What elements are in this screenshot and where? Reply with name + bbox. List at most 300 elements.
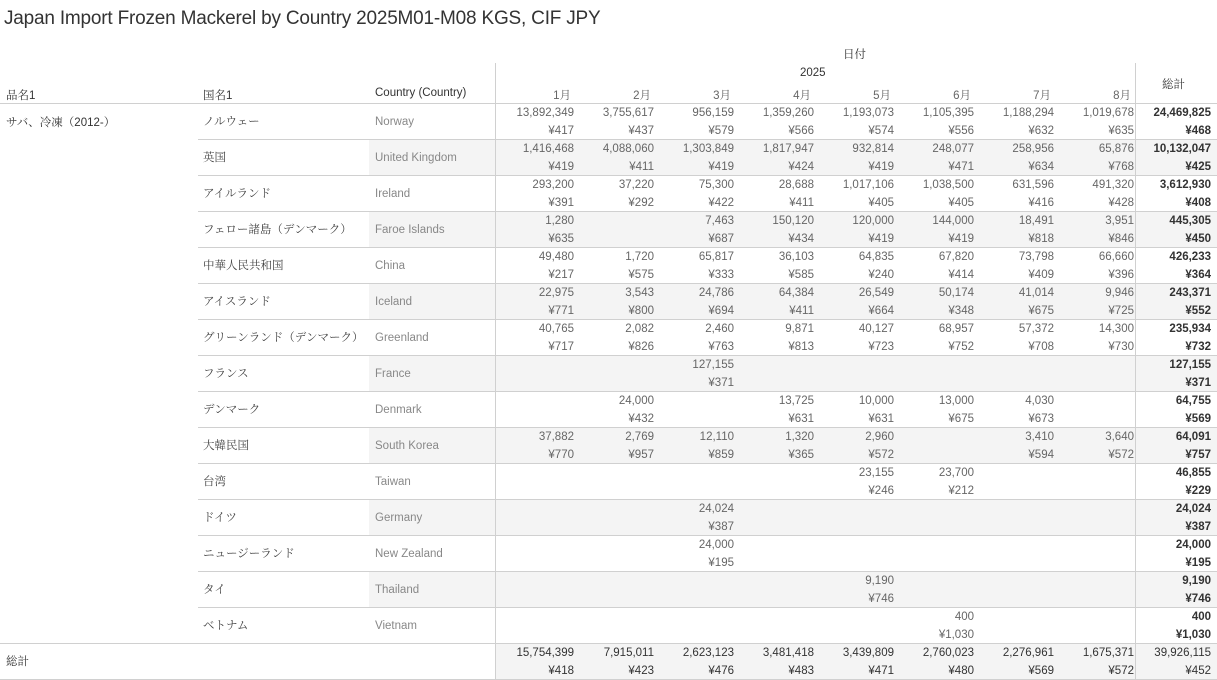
- value-cell[interactable]: [896, 428, 974, 464]
- value-cell[interactable]: [976, 428, 1054, 464]
- kgs-value: 144,000: [932, 215, 974, 227]
- price-value: [1056, 410, 1134, 428]
- value-cell[interactable]: [576, 500, 654, 536]
- value-cell[interactable]: [496, 284, 574, 320]
- price-value: ¥635: [548, 233, 574, 245]
- value-cell[interactable]: [736, 320, 814, 356]
- table-row: [0, 464, 1217, 500]
- value-cell[interactable]: [1056, 104, 1134, 140]
- value-cell[interactable]: [816, 212, 894, 248]
- price-value: ¥572: [1108, 449, 1134, 461]
- value-cell[interactable]: [976, 248, 1054, 284]
- product-column-header[interactable]: 品名1: [6, 90, 36, 102]
- value-cell[interactable]: [496, 176, 574, 212]
- value-cell[interactable]: [496, 428, 574, 464]
- value-cell[interactable]: [896, 464, 974, 500]
- price-value: [1056, 518, 1134, 536]
- price-value: ¥717: [548, 341, 574, 353]
- month-header[interactable]: 2月: [633, 90, 651, 102]
- kgs-value: 15,754,399: [516, 647, 574, 659]
- value-cell[interactable]: [896, 500, 974, 536]
- row-total-cell[interactable]: [1136, 608, 1211, 644]
- value-cell[interactable]: [816, 248, 894, 284]
- value-cell[interactable]: [496, 536, 574, 572]
- price-value: ¥418: [548, 665, 574, 677]
- price-value: [896, 518, 974, 536]
- country-en-cell[interactable]: New Zealand: [375, 548, 443, 560]
- kgs-value: 127,155: [692, 359, 734, 371]
- value-cell[interactable]: [896, 572, 974, 608]
- row-total-cell[interactable]: [1136, 248, 1211, 284]
- value-cell[interactable]: [656, 644, 734, 680]
- table-row: [0, 320, 1217, 356]
- value-cell[interactable]: [496, 356, 574, 392]
- price-value: [576, 518, 654, 536]
- country-jp-cell[interactable]: デンマーク: [203, 404, 261, 416]
- country-jp-cell[interactable]: グリーンランド（デンマーク）: [203, 332, 364, 344]
- row-total-cell[interactable]: [1136, 284, 1211, 320]
- value-cell[interactable]: [1056, 572, 1134, 608]
- kgs-value: 4,030: [1025, 395, 1054, 407]
- row-total-cell[interactable]: [1136, 392, 1211, 428]
- price-value: ¥414: [948, 269, 974, 281]
- kgs-value: 67,820: [938, 251, 974, 263]
- value-cell[interactable]: [576, 320, 654, 356]
- value-cell[interactable]: [816, 644, 894, 680]
- kgs-value: 65,817: [698, 251, 734, 263]
- value-cell[interactable]: [496, 140, 574, 176]
- price-value: ¥422: [708, 197, 734, 209]
- kgs-value: 1,017,106: [842, 179, 894, 191]
- country-en-cell[interactable]: Taiwan: [375, 476, 411, 488]
- month-cells: [496, 140, 1135, 176]
- value-cell[interactable]: [656, 608, 734, 644]
- price-value: ¥417: [548, 125, 574, 137]
- value-cell[interactable]: [656, 464, 734, 500]
- value-cell[interactable]: [656, 572, 734, 608]
- total-price: ¥195: [1185, 557, 1211, 569]
- value-cell[interactable]: [736, 284, 814, 320]
- price-value: ¥730: [1108, 341, 1134, 353]
- value-cell[interactable]: [576, 140, 654, 176]
- value-cell[interactable]: [736, 644, 814, 680]
- value-cell[interactable]: [976, 320, 1054, 356]
- country-en-column-header[interactable]: Country (Country): [375, 87, 467, 99]
- price-value: [576, 554, 654, 572]
- value-cell[interactable]: [976, 536, 1054, 572]
- table-row: [0, 608, 1217, 644]
- month-header[interactable]: 3月: [713, 90, 731, 102]
- value-cell[interactable]: [976, 212, 1054, 248]
- country-jp-cell[interactable]: ベトナム: [203, 620, 249, 632]
- country-jp-cell[interactable]: アイルランド: [203, 188, 271, 200]
- table-row: [0, 284, 1217, 320]
- value-cell[interactable]: [576, 428, 654, 464]
- value-cell[interactable]: [576, 356, 654, 392]
- price-value: ¥411: [629, 161, 654, 173]
- price-value: ¥240: [868, 269, 894, 281]
- price-value: ¥1,030: [938, 629, 974, 641]
- value-cell[interactable]: [816, 464, 894, 500]
- price-value: ¥556: [948, 125, 974, 137]
- value-cell[interactable]: [816, 284, 894, 320]
- value-cell[interactable]: [656, 536, 734, 572]
- price-value: [1056, 374, 1134, 392]
- value-cell[interactable]: [656, 500, 734, 536]
- kgs-value: 65,876: [1098, 143, 1134, 155]
- country-jp-cell[interactable]: ドイツ: [203, 512, 237, 524]
- kgs-value: 23,155: [858, 467, 894, 479]
- country-en-cell[interactable]: Germany: [369, 500, 495, 536]
- price-value: [816, 374, 894, 392]
- kgs-value: 932,814: [852, 143, 894, 155]
- country-en-cell[interactable]: Faroe Islands: [369, 212, 495, 248]
- price-value: [976, 518, 1054, 536]
- price-value: [576, 626, 654, 644]
- row-total-cell[interactable]: [1136, 356, 1211, 392]
- value-cell[interactable]: [656, 356, 734, 392]
- table-row: [0, 536, 1217, 572]
- value-cell[interactable]: [816, 356, 894, 392]
- country-en-cell[interactable]: Thailand: [369, 572, 495, 608]
- value-cell[interactable]: [896, 536, 974, 572]
- value-cell[interactable]: [1056, 644, 1134, 680]
- date-group-header[interactable]: 日付: [843, 49, 866, 61]
- month-cells: [496, 320, 1135, 356]
- price-value: ¥800: [628, 305, 654, 317]
- product-name[interactable]: サバ、冷凍（2012-）: [6, 117, 116, 129]
- value-cell[interactable]: [656, 212, 734, 248]
- value-cell[interactable]: [496, 212, 574, 248]
- kgs-value: 24,786: [698, 287, 734, 299]
- value-cell[interactable]: [1056, 320, 1134, 356]
- kgs-value: [896, 572, 974, 590]
- value-cell[interactable]: [496, 104, 574, 140]
- month-header[interactable]: 7月: [1033, 90, 1051, 102]
- value-cell[interactable]: [896, 140, 974, 176]
- value-cell[interactable]: [816, 392, 894, 428]
- grand-total-column-header[interactable]: 総計: [1162, 79, 1185, 91]
- total-kgs: 400: [1191, 611, 1211, 623]
- report-title: Japan Import Frozen Mackerel by Country 2025M01-M08 KGS, CIF JPY: [4, 8, 601, 29]
- price-value: ¥471: [868, 665, 894, 677]
- price-value: [496, 590, 574, 608]
- value-cell[interactable]: [736, 428, 814, 464]
- kgs-value: 23,700: [938, 467, 974, 479]
- value-cell[interactable]: [496, 392, 574, 428]
- value-cell[interactable]: [576, 212, 654, 248]
- value-cell[interactable]: [576, 284, 654, 320]
- value-cell[interactable]: [976, 104, 1054, 140]
- value-cell[interactable]: [736, 248, 814, 284]
- value-cell[interactable]: [736, 608, 814, 644]
- kgs-value: 40,127: [858, 323, 894, 335]
- total-kgs: 24,000: [1175, 539, 1211, 551]
- row-total-cell[interactable]: [1136, 644, 1211, 680]
- kgs-value: [576, 608, 654, 626]
- country-en-cell[interactable]: Vietnam: [375, 620, 417, 632]
- value-cell[interactable]: [1056, 140, 1134, 176]
- value-cell[interactable]: [576, 464, 654, 500]
- value-cell[interactable]: [496, 248, 574, 284]
- value-cell[interactable]: [736, 104, 814, 140]
- total-price: ¥468: [1185, 125, 1211, 137]
- price-value: ¥574: [868, 125, 894, 137]
- value-cell[interactable]: [896, 392, 974, 428]
- kgs-value: [576, 464, 654, 482]
- value-cell[interactable]: [1056, 608, 1134, 644]
- value-cell[interactable]: [1056, 500, 1134, 536]
- value-cell[interactable]: [976, 644, 1054, 680]
- value-cell[interactable]: [576, 644, 654, 680]
- kgs-value: 1,193,073: [842, 107, 894, 119]
- price-value: [496, 410, 574, 428]
- value-cell[interactable]: [976, 176, 1054, 212]
- row-total-cell[interactable]: [1136, 104, 1211, 140]
- value-cell[interactable]: [496, 572, 574, 608]
- value-cell[interactable]: [656, 248, 734, 284]
- value-cell[interactable]: [896, 176, 974, 212]
- value-cell[interactable]: [896, 248, 974, 284]
- year-header[interactable]: 2025: [800, 67, 826, 79]
- kgs-value: [976, 356, 1054, 374]
- value-cell[interactable]: [896, 644, 974, 680]
- value-cell[interactable]: [1056, 356, 1134, 392]
- country-en-cell[interactable]: Ireland: [375, 188, 411, 200]
- price-value: [496, 554, 574, 572]
- price-value: ¥416: [1028, 197, 1054, 209]
- price-value: ¥424: [788, 161, 814, 173]
- table-row: [0, 140, 1217, 176]
- value-cell[interactable]: [1056, 284, 1134, 320]
- country-jp-cell[interactable]: フランス: [203, 368, 249, 380]
- kgs-value: 491,320: [1092, 179, 1134, 191]
- value-cell[interactable]: [816, 140, 894, 176]
- value-cell[interactable]: [896, 104, 974, 140]
- value-cell[interactable]: [736, 464, 814, 500]
- value-cell[interactable]: [736, 356, 814, 392]
- kgs-value: 26,549: [858, 287, 894, 299]
- kgs-value: 9,946: [1105, 287, 1134, 299]
- country-jp-cell[interactable]: フェロー諸島（デンマーク）: [203, 224, 352, 236]
- kgs-value: 68,957: [938, 323, 974, 335]
- value-cell[interactable]: [656, 428, 734, 464]
- value-cell[interactable]: [496, 608, 574, 644]
- kgs-value: 258,956: [1012, 143, 1054, 155]
- total-kgs: 235,934: [1169, 323, 1211, 335]
- value-cell[interactable]: [896, 356, 974, 392]
- kgs-value: 2,276,961: [1002, 647, 1054, 659]
- kgs-value: 13,892,349: [516, 107, 574, 119]
- grand-total-row: [0, 644, 1217, 680]
- kgs-value: 13,725: [778, 395, 814, 407]
- value-cell[interactable]: [976, 608, 1054, 644]
- value-cell[interactable]: [816, 608, 894, 644]
- price-value: [576, 230, 654, 248]
- country-en-cell[interactable]: France: [369, 356, 495, 392]
- month-cells: [496, 356, 1135, 392]
- total-kgs: 64,755: [1175, 395, 1211, 407]
- value-cell[interactable]: [656, 320, 734, 356]
- kgs-value: 1,019,678: [1082, 107, 1134, 119]
- value-cell[interactable]: [896, 608, 974, 644]
- price-value: [816, 518, 894, 536]
- total-kgs: 243,371: [1169, 287, 1211, 299]
- kgs-value: [1056, 356, 1134, 374]
- kgs-value: [496, 500, 574, 518]
- row-total-cell[interactable]: [1136, 140, 1211, 176]
- value-cell[interactable]: [576, 104, 654, 140]
- kgs-value: [496, 608, 574, 626]
- value-cell[interactable]: [736, 392, 814, 428]
- value-cell[interactable]: [896, 320, 974, 356]
- value-cell[interactable]: [816, 176, 894, 212]
- country-en-cell[interactable]: China: [375, 260, 406, 272]
- country-jp-cell[interactable]: ノルウェー: [203, 116, 260, 128]
- country-jp-cell[interactable]: ニュージーランド: [203, 548, 295, 560]
- value-cell[interactable]: [576, 536, 654, 572]
- value-cell[interactable]: [816, 104, 894, 140]
- value-cell[interactable]: [816, 572, 894, 608]
- value-cell[interactable]: [496, 464, 574, 500]
- price-value: ¥687: [708, 233, 734, 245]
- total-kgs: 24,469,825: [1153, 107, 1211, 119]
- value-cell[interactable]: [1056, 392, 1134, 428]
- kgs-value: [1056, 500, 1134, 518]
- row-total-cell[interactable]: [1136, 212, 1211, 248]
- value-cell[interactable]: [976, 464, 1054, 500]
- value-cell[interactable]: [576, 572, 654, 608]
- price-value: ¥859: [708, 449, 734, 461]
- row-total-cell[interactable]: [1136, 176, 1211, 212]
- price-value: ¥419: [708, 161, 734, 173]
- kgs-value: 18,491: [1018, 215, 1054, 227]
- row-total-cell[interactable]: [1136, 536, 1211, 572]
- table-row: [0, 500, 1217, 536]
- value-cell[interactable]: [976, 284, 1054, 320]
- value-cell[interactable]: [496, 500, 574, 536]
- value-cell[interactable]: [976, 392, 1054, 428]
- value-cell[interactable]: [1056, 212, 1134, 248]
- total-price: ¥229: [1185, 485, 1211, 497]
- month-header[interactable]: 4月: [793, 90, 811, 102]
- value-cell[interactable]: [896, 212, 974, 248]
- value-cell[interactable]: [1056, 428, 1134, 464]
- country-en-cell[interactable]: Norway: [375, 116, 414, 128]
- country-jp-cell[interactable]: 台湾: [203, 476, 226, 488]
- kgs-value: 3,755,617: [602, 107, 654, 119]
- price-value: [576, 482, 654, 500]
- country-en-cell[interactable]: Iceland: [369, 284, 495, 320]
- price-value: ¥419: [868, 233, 894, 245]
- value-cell[interactable]: [816, 320, 894, 356]
- row-total-cell[interactable]: [1136, 500, 1211, 536]
- price-value: [496, 626, 574, 644]
- kgs-value: [816, 500, 894, 518]
- country-jp-cell[interactable]: 英国: [203, 152, 226, 164]
- value-cell[interactable]: [656, 140, 734, 176]
- month-header[interactable]: 6月: [953, 90, 971, 102]
- price-value: ¥569: [1028, 665, 1054, 677]
- kgs-value: [816, 356, 894, 374]
- value-cell[interactable]: [1056, 464, 1134, 500]
- month-header[interactable]: 8月: [1113, 90, 1131, 102]
- price-value: [976, 590, 1054, 608]
- value-cell[interactable]: [576, 392, 654, 428]
- value-cell[interactable]: [976, 356, 1054, 392]
- value-cell[interactable]: [656, 104, 734, 140]
- month-header[interactable]: 5月: [873, 90, 891, 102]
- value-cell[interactable]: [1056, 248, 1134, 284]
- table-row: [0, 392, 1217, 428]
- country-en-cell[interactable]: United Kingdom: [369, 140, 495, 176]
- price-value: ¥212: [948, 485, 974, 497]
- value-cell[interactable]: [1056, 536, 1134, 572]
- value-cell[interactable]: [576, 176, 654, 212]
- country-en-cell[interactable]: Greenland: [375, 332, 429, 344]
- country-jp-cell[interactable]: タイ: [203, 584, 226, 596]
- price-value: [656, 410, 734, 428]
- value-cell[interactable]: [736, 500, 814, 536]
- value-cell[interactable]: [736, 212, 814, 248]
- value-cell[interactable]: [576, 608, 654, 644]
- country-jp-column-header[interactable]: 国名1: [203, 90, 233, 102]
- month-header[interactable]: 1月: [553, 90, 571, 102]
- value-cell[interactable]: [496, 644, 574, 680]
- kgs-value: [736, 500, 814, 518]
- kgs-value: 28,688: [778, 179, 814, 191]
- value-cell[interactable]: [736, 572, 814, 608]
- kgs-value: [896, 500, 974, 518]
- value-cell[interactable]: [816, 536, 894, 572]
- value-cell[interactable]: [576, 248, 654, 284]
- total-price: ¥757: [1185, 449, 1211, 461]
- country-en-cell[interactable]: South Korea: [369, 428, 495, 464]
- kgs-value: 57,372: [1018, 323, 1054, 335]
- value-cell[interactable]: [1056, 176, 1134, 212]
- value-cell[interactable]: [816, 500, 894, 536]
- price-value: [976, 374, 1054, 392]
- row-total-cell[interactable]: [1136, 428, 1211, 464]
- kgs-value: 3,640: [1105, 431, 1134, 443]
- value-cell[interactable]: [976, 572, 1054, 608]
- row-total-cell[interactable]: [1136, 572, 1211, 608]
- country-en-cell[interactable]: Denmark: [375, 404, 422, 416]
- value-cell[interactable]: [736, 176, 814, 212]
- value-cell[interactable]: [656, 284, 734, 320]
- value-cell[interactable]: [816, 428, 894, 464]
- country-jp-cell[interactable]: 大韓民国: [203, 440, 249, 452]
- value-cell[interactable]: [896, 284, 974, 320]
- value-cell[interactable]: [976, 500, 1054, 536]
- row-total-cell[interactable]: [1136, 320, 1211, 356]
- country-jp-cell[interactable]: 中華人民共和国: [203, 260, 284, 272]
- value-cell[interactable]: [496, 320, 574, 356]
- value-cell[interactable]: [656, 176, 734, 212]
- table-row: [0, 212, 1217, 248]
- kgs-value: 1,320: [785, 431, 814, 443]
- price-value: ¥771: [548, 305, 574, 317]
- value-cell[interactable]: [736, 536, 814, 572]
- country-jp-cell[interactable]: アイスランド: [203, 296, 271, 308]
- kgs-value: 37,882: [538, 431, 574, 443]
- value-cell[interactable]: [656, 392, 734, 428]
- value-cell[interactable]: [736, 140, 814, 176]
- row-total-cell[interactable]: [1136, 464, 1211, 500]
- kgs-value: [736, 356, 814, 374]
- value-cell[interactable]: [976, 140, 1054, 176]
- month-cells: [496, 428, 1135, 464]
